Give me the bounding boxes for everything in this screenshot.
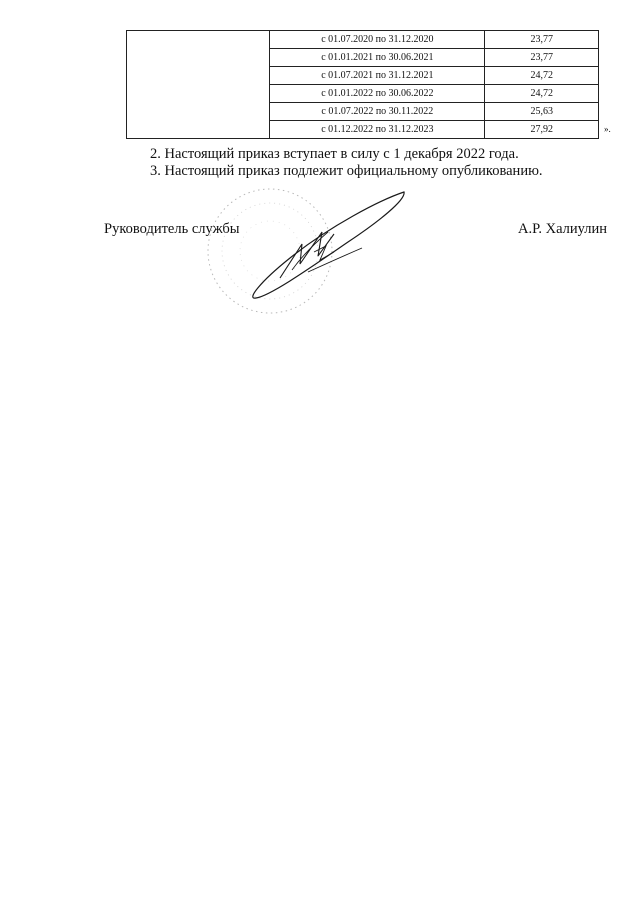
period-cell: с 01.07.2021 по 31.12.2021 bbox=[270, 67, 485, 85]
rate-cell: 27,92 bbox=[485, 121, 599, 139]
rate-cell: 23,77 bbox=[485, 31, 599, 49]
period-cell: с 01.01.2021 по 30.06.2021 bbox=[270, 49, 485, 67]
period-cell: с 01.07.2022 по 30.11.2022 bbox=[270, 103, 485, 121]
rate-cell: 25,63 bbox=[485, 103, 599, 121]
table-row bbox=[127, 31, 599, 49]
clause-publication: 3. Настоящий приказ подлежит официальному опубликованию. bbox=[150, 163, 543, 179]
tariff-table bbox=[126, 30, 599, 139]
period-cell: с 01.07.2020 по 31.12.2020 bbox=[270, 31, 485, 49]
handwritten-signature bbox=[230, 186, 415, 311]
clause-effective-date: 2. Настоящий приказ вступает в силу с 1 декабря 2022 года. bbox=[150, 146, 519, 162]
period-cell: с 01.12.2022 по 31.12.2023 bbox=[270, 121, 485, 139]
signer-title: Руководитель службы bbox=[104, 221, 240, 237]
rate-cell: 24,72 bbox=[485, 67, 599, 85]
period-cell: с 01.01.2022 по 30.06.2022 bbox=[270, 85, 485, 103]
rate-cell: 23,77 bbox=[485, 49, 599, 67]
rate-cell: 24,72 bbox=[485, 85, 599, 103]
signer-name: А.Р. Халиулин bbox=[518, 221, 607, 237]
blank-merged-cell bbox=[127, 31, 270, 139]
closing-quote: ». bbox=[604, 124, 611, 134]
